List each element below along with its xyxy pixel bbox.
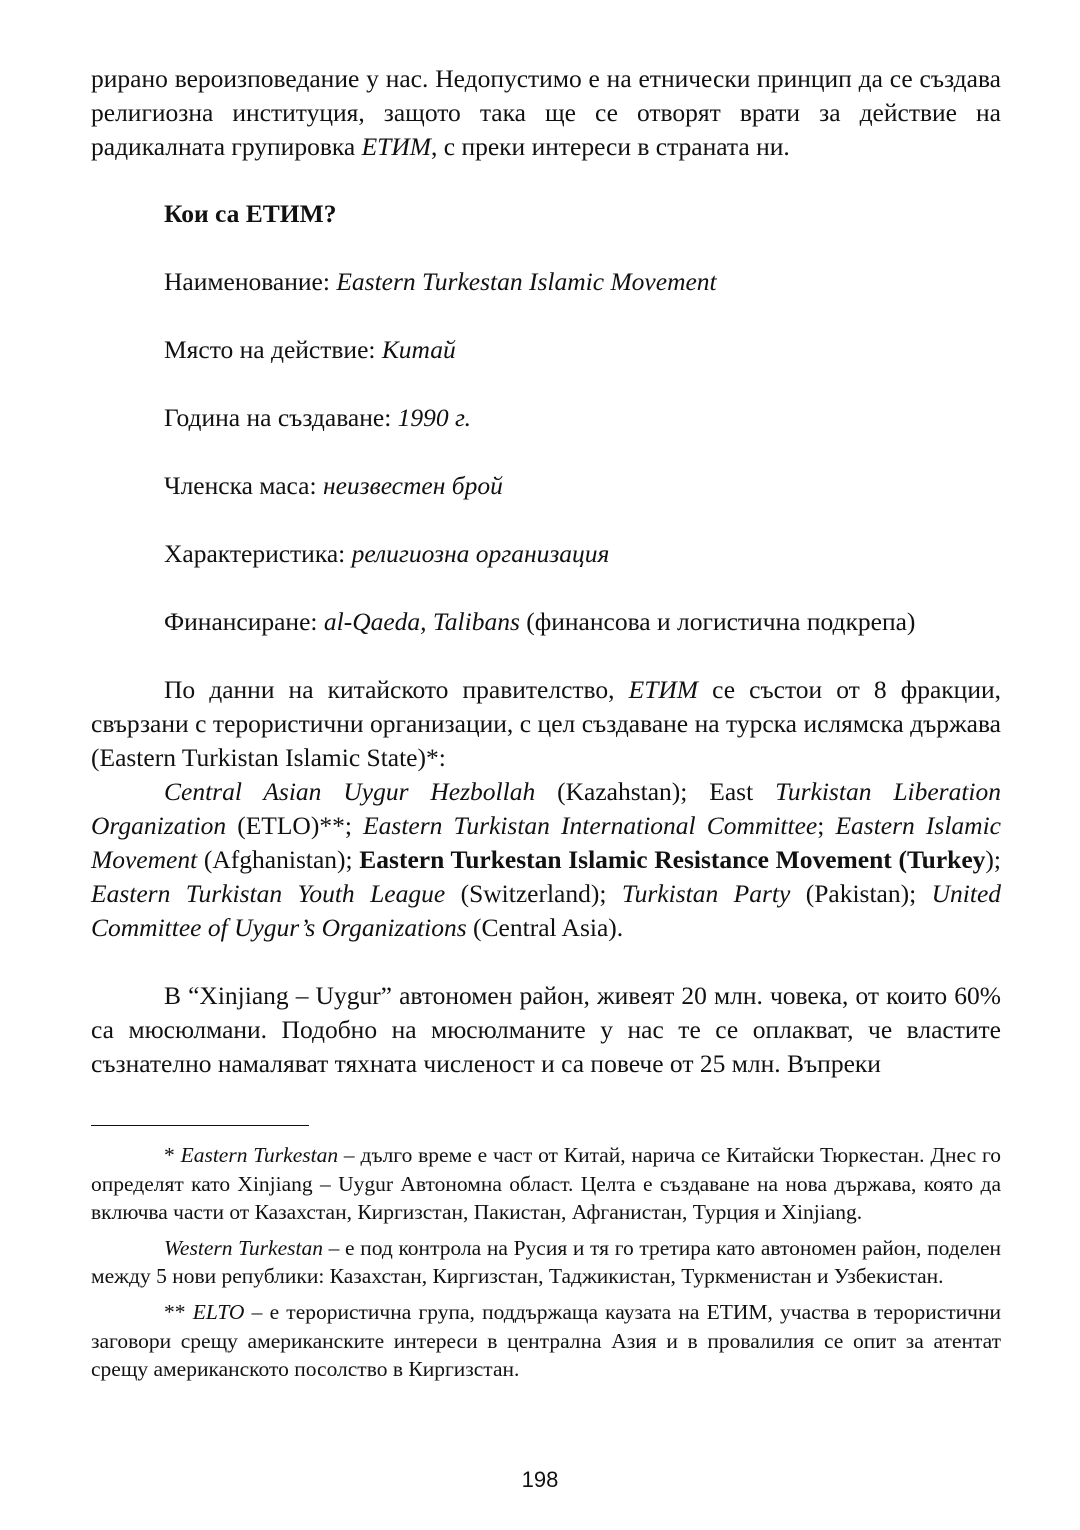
- footnote-term: Eastern Turkestan: [180, 1143, 339, 1167]
- intro-text-1: рирано вероизповедание у нас. Недопустимо е на етнически принцип да се създава религиозна институция, защото така ще се отворят врати за действие на радикалната групировка: [91, 64, 1001, 161]
- factions-text-1: По данни на китайското правителство,: [164, 675, 629, 704]
- footnote-text: – е терористична група, поддържаща каузата на ЕТИМ, участва в терористични заговори срещу американските интереси в централна Азия и в провалилия се опит за атентат срещу американското посолство в Киргизстан.: [91, 1299, 1001, 1382]
- factions-text-2: се състои от 8 фракции, свързани с терористични организации, с цел създаване на турска ислямска държава (Eastern Turkistan Islamic State)*:: [91, 675, 1001, 772]
- org-name: Turkistan Party: [621, 879, 791, 908]
- field-label: Година на създаване:: [164, 403, 398, 432]
- footnote-elto: [91, 1298, 1001, 1384]
- org-sep: (Pakistan);: [790, 879, 932, 908]
- footnote-mark: **: [164, 1299, 193, 1324]
- field-financing: [91, 605, 1001, 639]
- field-value: Китай: [381, 335, 456, 364]
- org-name: Eastern Turkistan International Committee: [363, 811, 818, 840]
- org-sep: (ETLO)**;: [226, 811, 364, 840]
- footnote-eastern-turkestan: [91, 1141, 1001, 1227]
- field-value: неизвестен брой: [322, 471, 503, 500]
- org-name: Eastern Islamic Movement: [91, 811, 1001, 874]
- org-sep: ;: [817, 811, 836, 840]
- footnote-mark: *: [164, 1143, 181, 1167]
- org-name-bold: Eastern Turkestan Islamic Resistance Movement (Turkey: [359, 845, 986, 874]
- field-value: 1990 г.: [397, 403, 472, 432]
- page-number: 198: [521, 1467, 559, 1492]
- factions-etim: ЕТИМ: [628, 675, 699, 704]
- footnote-western-turkestan: [91, 1234, 1001, 1291]
- org-sep: (Central Asia).: [466, 913, 624, 942]
- xinjiang-paragraph: В “Xinjiang – Uygur” автономен район, живеят 20 млн. човека, от които 60% са мюсюлмани. Подобно на мюсюлманите у нас те се оплакват, че властите съзнателно намаляват тяхната численост и са повече от 25 млн. Въпреки: [91, 981, 1001, 1078]
- org-name: Eastern Turkistan Youth League: [91, 879, 446, 908]
- field-label: Финансиране:: [164, 607, 324, 636]
- intro-etim: ЕТИМ: [361, 132, 431, 161]
- field-label: Наименование:: [164, 267, 337, 296]
- org-sep: );: [985, 845, 1001, 874]
- field-characteristic: [91, 537, 1001, 571]
- main-text: [91, 62, 1001, 1081]
- field-suffix: (финансова и логистична подкрепа): [519, 607, 916, 636]
- field-label: Място на действие:: [164, 335, 382, 364]
- footnotes: [91, 1141, 1001, 1391]
- org-sep: (Kazahstan); East: [535, 777, 776, 806]
- intro-text-2: , с преки интереси в страната ни.: [431, 132, 790, 161]
- intro-paragraph: [91, 62, 1001, 164]
- footnote-term: ELTO: [192, 1299, 245, 1324]
- footnote-divider: [91, 1125, 309, 1126]
- org-name: United Committee of Uygur’s Organizations: [91, 879, 1002, 942]
- field-value: al-Qaeda, Talibans: [323, 607, 520, 636]
- field-membership: [91, 469, 1001, 503]
- footnote-term: Western Turkestan: [164, 1235, 323, 1260]
- field-location: [91, 333, 1001, 367]
- footnote-text: – дълго време е част от Китай, нарича се Китайски Тюркестан. Днес го определят като Xinjiang – Uygur Автономна област. Целта е създаване на нова държава, която да включва части от Казахстан, Киргизстан, Пакистан, Афганистан, Турция и Xinjiang.: [91, 1143, 1002, 1225]
- field-name: [91, 265, 1001, 299]
- field-label: Членска маса:: [164, 471, 323, 500]
- field-label: Характеристика:: [164, 539, 352, 568]
- field-value: религиозна организация: [351, 539, 610, 568]
- org-name: Turkistan Liberation Organization: [91, 777, 1002, 840]
- section-heading: Кои са ЕТИМ?: [164, 199, 337, 228]
- org-sep: (Switzerland);: [445, 879, 622, 908]
- org-sep: (Afghanistan);: [197, 845, 360, 874]
- organizations-paragraph: [91, 775, 1001, 945]
- org-name: Central Asian Uygur Hezbollah: [164, 777, 536, 806]
- footnote-text: – е под контрола на Русия и тя го третира като автономен район, поделен между 5 нови републики: Казахстан, Киргизстан, Таджикистан, Туркменистан и Узбекистан.: [91, 1235, 1001, 1289]
- field-value: Eastern Turkestan Islamic Movement: [336, 267, 717, 296]
- field-year: [91, 401, 1001, 435]
- factions-paragraph: [91, 673, 1001, 775]
